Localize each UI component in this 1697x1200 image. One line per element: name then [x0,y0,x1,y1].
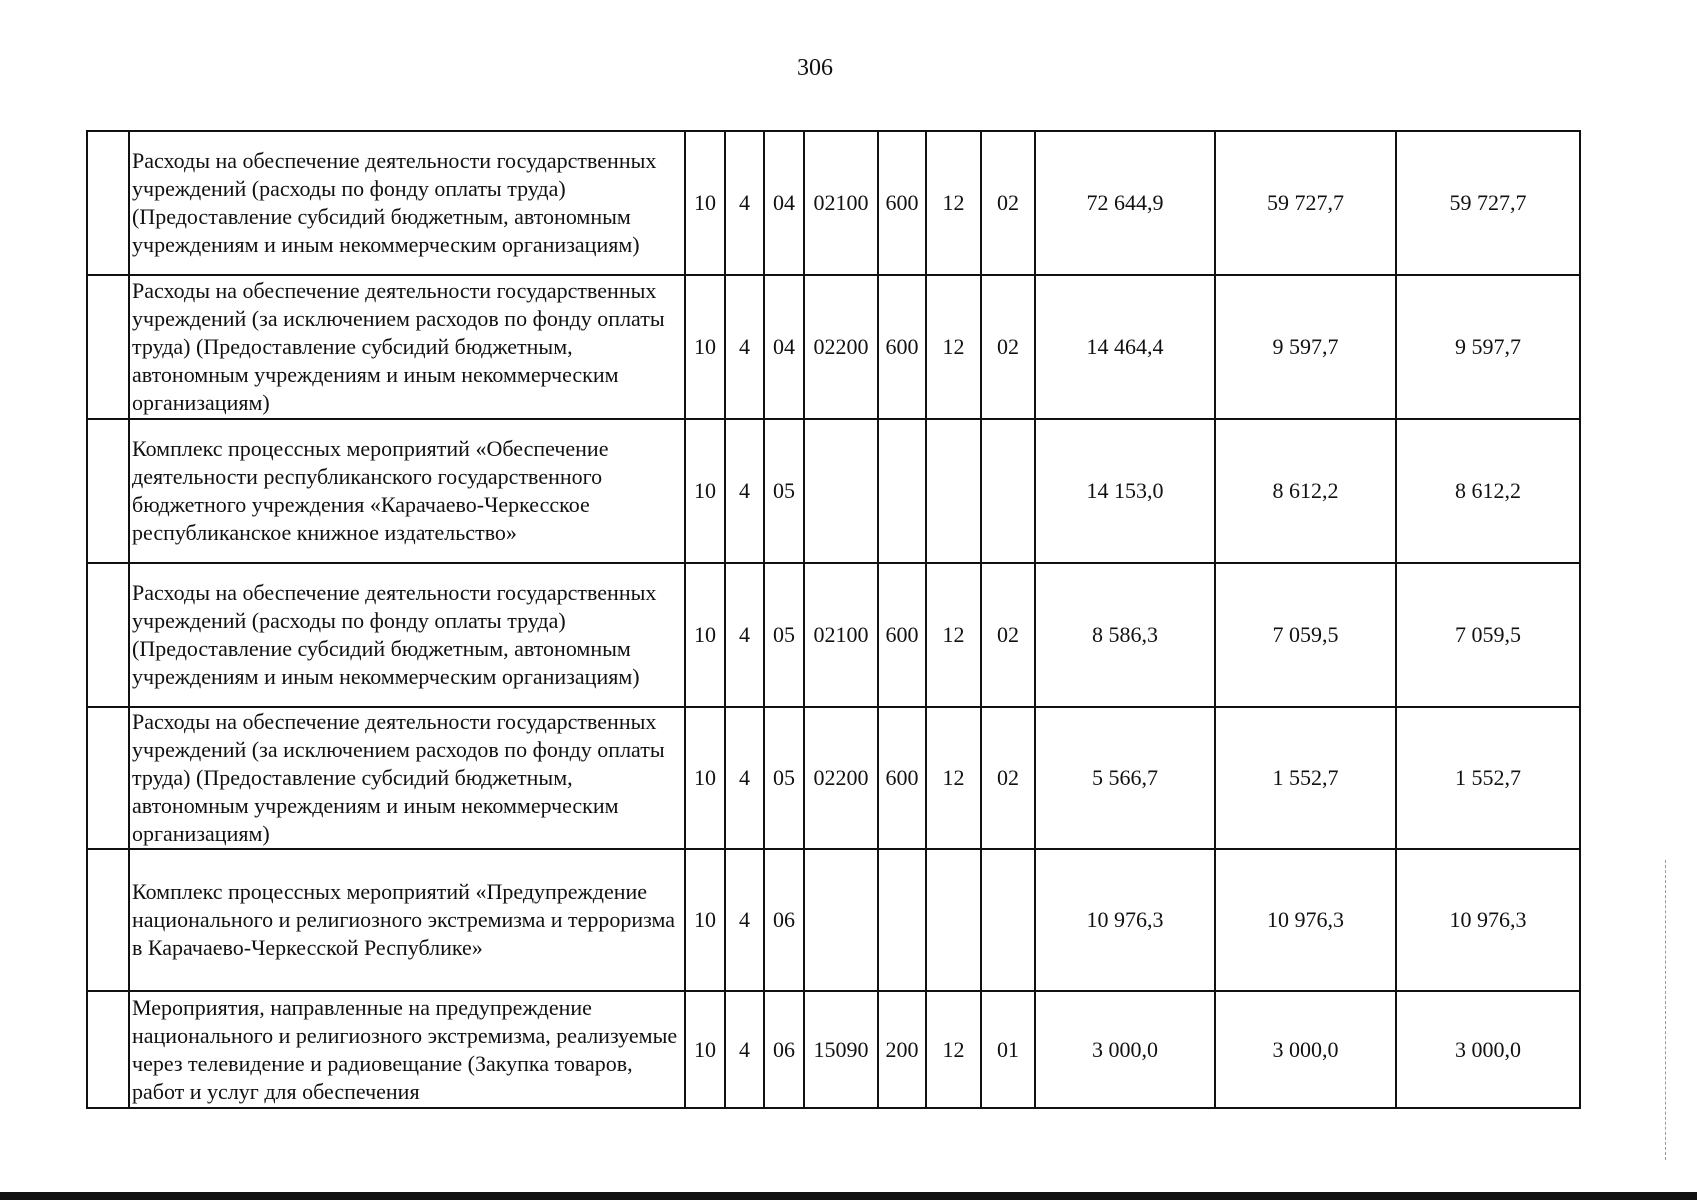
amount-cell: 8 612,2 [1396,419,1580,563]
code-cell: 02100 [804,131,878,275]
amount-cell: 7 059,5 [1215,563,1396,707]
table-row [87,419,1580,563]
code-cell: 12 [926,707,981,849]
amount-cell: 1 552,7 [1396,707,1580,849]
code-cell [981,849,1035,991]
amount-cell: 3 000,0 [1035,991,1215,1108]
code-cell: 4 [725,131,764,275]
code-cell: 02 [981,275,1035,419]
code-cell: 600 [878,275,926,419]
row-number-cell [87,563,129,707]
code-cell: 04 [764,131,804,275]
code-cell [804,419,878,563]
expense-name-cell: Расходы на обеспечение деятельности государственных учреждений (расходы по фонду оплаты труда) (Предоставление субсидий бюджетным, автономным учреждениям и иным некоммерческим организациям) [129,563,685,707]
row-number-cell [87,849,129,991]
code-cell [878,849,926,991]
code-cell: 02200 [804,275,878,419]
code-cell: 10 [685,419,725,563]
code-cell: 10 [685,991,725,1108]
code-cell: 12 [926,563,981,707]
amount-cell: 1 552,7 [1215,707,1396,849]
code-cell: 02100 [804,563,878,707]
table-row [87,707,1580,849]
page-number: 306 [797,55,833,81]
budget-table [86,130,1581,1109]
amount-cell: 10 976,3 [1035,849,1215,991]
table-row [87,563,1580,707]
code-cell: 10 [685,707,725,849]
row-number-cell [87,131,129,275]
scan-bottom-edge [0,1192,1697,1200]
code-cell: 06 [764,849,804,991]
amount-cell: 10 976,3 [1215,849,1396,991]
code-cell: 12 [926,275,981,419]
code-cell: 10 [685,849,725,991]
table-row [87,849,1580,991]
code-cell: 05 [764,563,804,707]
amount-cell: 10 976,3 [1396,849,1580,991]
code-cell: 600 [878,563,926,707]
code-cell: 10 [685,131,725,275]
code-cell [804,849,878,991]
code-cell: 02200 [804,707,878,849]
code-cell [981,419,1035,563]
amount-cell: 14 464,4 [1035,275,1215,419]
code-cell: 4 [725,849,764,991]
expense-name-cell: Комплекс процессных мероприятий «Обеспечение деятельности республиканского государственного бюджетного учреждения «Карачаево-Черкесское республиканское книжное издательство» [129,419,685,563]
row-number-cell [87,707,129,849]
amount-cell: 3 000,0 [1396,991,1580,1108]
row-number-cell [87,419,129,563]
code-cell: 04 [764,275,804,419]
code-cell: 15090 [804,991,878,1108]
code-cell [878,419,926,563]
code-cell: 4 [725,275,764,419]
expense-name-cell: Расходы на обеспечение деятельности государственных учреждений (за исключением расходов по фонду оплаты труда) (Предоставление субсидий бюджетным, автономным учреждениям и иным некоммерческим организациям) [129,707,685,849]
table-row [87,991,1580,1108]
code-cell: 05 [764,707,804,849]
amount-cell: 72 644,9 [1035,131,1215,275]
code-cell: 4 [725,419,764,563]
amount-cell: 9 597,7 [1215,275,1396,419]
row-number-cell [87,991,129,1108]
amount-cell: 5 566,7 [1035,707,1215,849]
code-cell: 600 [878,707,926,849]
table-row [87,131,1580,275]
code-cell: 02 [981,563,1035,707]
table-row [87,275,1580,419]
code-cell: 12 [926,991,981,1108]
amount-cell: 3 000,0 [1215,991,1396,1108]
code-cell [926,419,981,563]
amount-cell: 8 586,3 [1035,563,1215,707]
code-cell: 4 [725,563,764,707]
code-cell: 4 [725,991,764,1108]
expense-name-cell: Расходы на обеспечение деятельности государственных учреждений (за исключением расходов по фонду оплаты труда) (Предоставление субсидий бюджетным, автономным учреждениям и иным некоммерческим организациям) [129,275,685,419]
expense-name-cell: Расходы на обеспечение деятельности государственных учреждений (расходы по фонду оплаты труда) (Предоставление субсидий бюджетным, автономным учреждениям и иным некоммерческим организациям) [129,131,685,275]
scan-margin-line [1665,860,1667,1160]
amount-cell: 8 612,2 [1215,419,1396,563]
code-cell: 200 [878,991,926,1108]
amount-cell: 7 059,5 [1396,563,1580,707]
code-cell: 4 [725,707,764,849]
amount-cell: 9 597,7 [1396,275,1580,419]
amount-cell: 59 727,7 [1396,131,1580,275]
amount-cell: 59 727,7 [1215,131,1396,275]
code-cell [926,849,981,991]
code-cell: 02 [981,131,1035,275]
code-cell: 12 [926,131,981,275]
code-cell: 05 [764,419,804,563]
expense-name-cell: Комплекс процессных мероприятий «Предупреждение национального и религиозного экстремизма и терроризма в Карачаево-Черкесской Республике» [129,849,685,991]
code-cell: 06 [764,991,804,1108]
code-cell: 10 [685,563,725,707]
code-cell: 01 [981,991,1035,1108]
row-number-cell [87,275,129,419]
expense-name-cell: Мероприятия, направленные на предупреждение национального и религиозного экстремизма, реализуемые через телевидение и радиовещание (Закупка товаров, работ и услуг для обеспечения [129,991,685,1108]
code-cell: 02 [981,707,1035,849]
amount-cell: 14 153,0 [1035,419,1215,563]
code-cell: 10 [685,275,725,419]
code-cell: 600 [878,131,926,275]
